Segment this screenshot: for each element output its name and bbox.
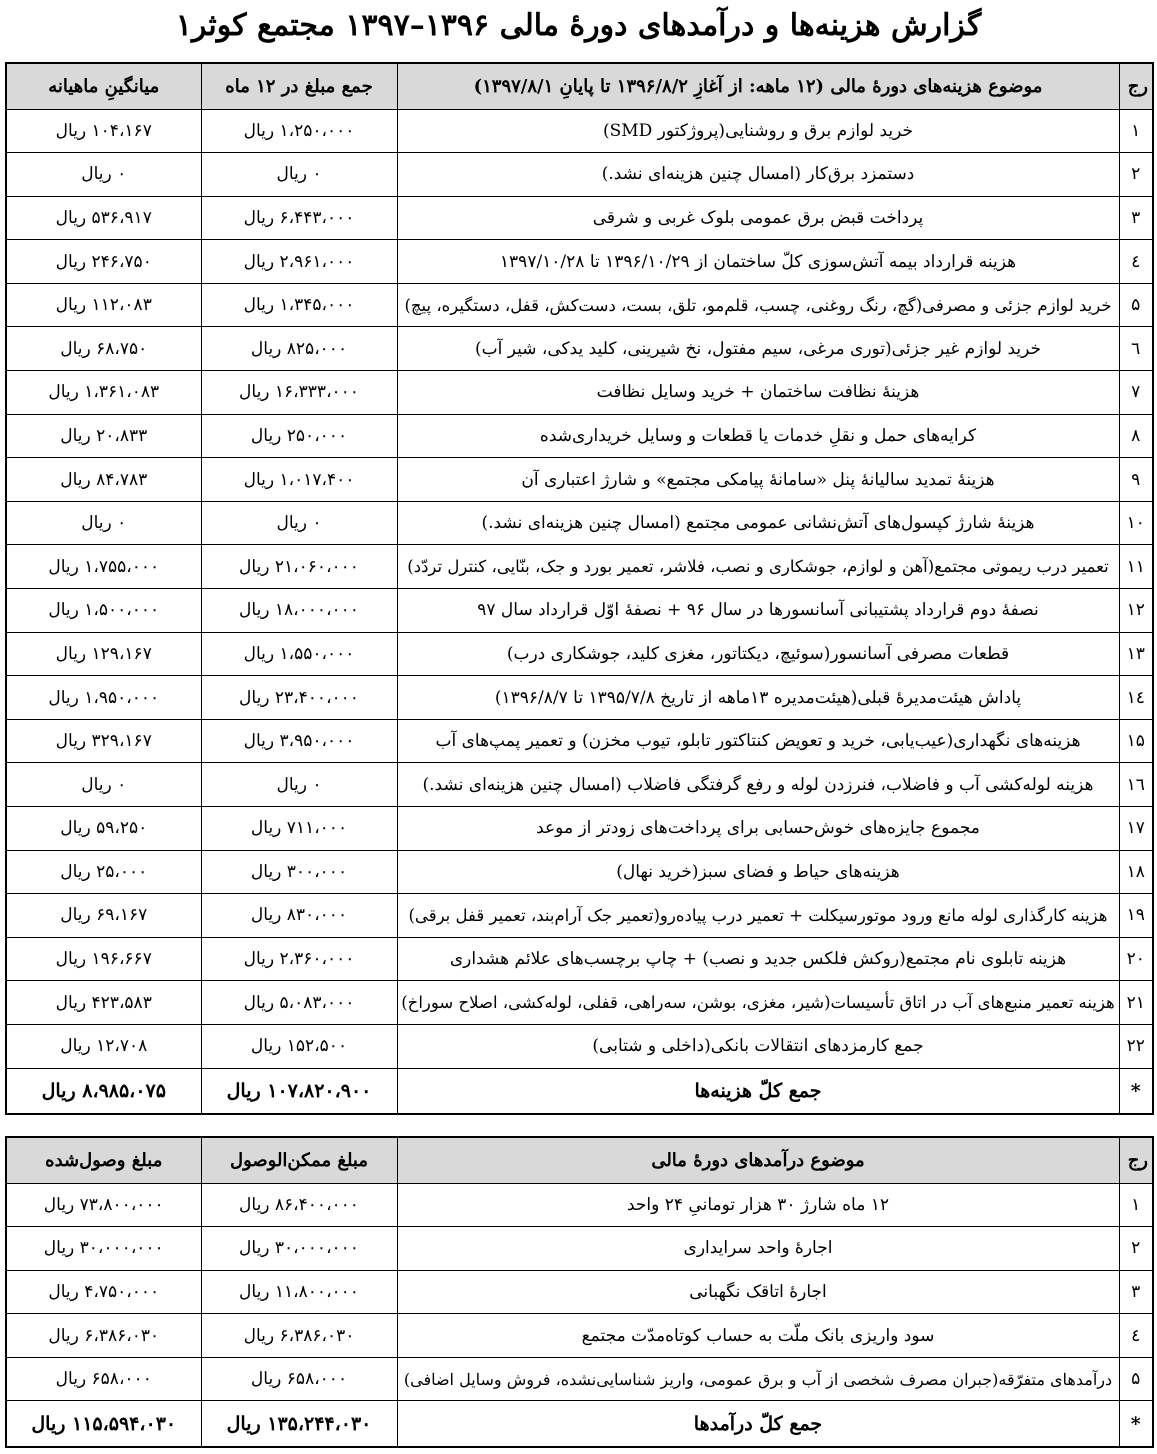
row-number: ۵ xyxy=(1119,283,1153,327)
row-amount-possible: ۱۱،۸۰۰،۰۰۰ ریال xyxy=(201,1270,397,1314)
row-subject: خرید لوازم برق و روشنایی(پروژکتور SMD) xyxy=(397,109,1119,153)
row-subject: نصفهٔ دوم قرارداد پشتیبانی آسانسورها در سال ۹۶ + نصفهٔ اوّل قرارداد سال ۹۷ xyxy=(397,589,1119,633)
expense-row xyxy=(6,719,1153,763)
row-amount-received: ۷۳،۸۰۰،۰۰۰ ریال xyxy=(6,1183,201,1227)
row-subject: تعمیر درب ریموتی مجتمع(آهن و لوازم، جوشکاری و نصب، فلاشر، تعمیر بورد و جک، بنّایی، کنترل تردّد) xyxy=(397,545,1119,589)
row-subject: کرایه‌های حمل و نقلِ خدمات یا قطعات و وسایل خریداری‌شده xyxy=(397,414,1119,458)
page-title: گزارش هزینه‌ها و درآمدهای دورهٔ مالی ۱۳۹۶–۱۳۹۷ مجتمع کوثر۱ xyxy=(175,8,982,43)
expense-row xyxy=(6,414,1153,458)
row-subject: هزینه تابلوی نام مجتمع(روکش فلکس جدید و نصب) + چاپ برچسب‌های علائم هشداری xyxy=(397,937,1119,981)
row-number: ۱۵ xyxy=(1119,719,1153,763)
row-amount-monthly: ۵۹،۲۵۰ ریال xyxy=(6,807,201,851)
row-amount-total: ۱۸،۰۰۰،۰۰۰ ریال xyxy=(201,589,397,633)
header-income-subject: موضوع درآمدهای دورهٔ مالی xyxy=(397,1137,1119,1183)
income-row xyxy=(6,1314,1153,1358)
expense-row xyxy=(6,371,1153,415)
row-number: ۱۱ xyxy=(1119,545,1153,589)
row-number: ۱۷ xyxy=(1119,807,1153,851)
row-subject: خرید لوازم جزئی و مصرفی(گچ، رنگ روغنی، چسب، قلم‌مو، تلق، بست، دست‌کش، قفل، دستگیره، پیچ) xyxy=(397,283,1119,327)
row-amount-total: ۸۳۰،۰۰۰ ریال xyxy=(201,894,397,938)
row-amount-monthly: ۰ ریال xyxy=(6,501,201,545)
income-total-row xyxy=(6,1401,1153,1447)
expenses-table-body xyxy=(6,63,1153,1114)
row-subject: اجارهٔ واحد سرایداری xyxy=(397,1227,1119,1271)
row-amount-total: ۲۳،۴۰۰،۰۰۰ ریال xyxy=(201,676,397,720)
header-monthly-average: میانگینِ ماهیانه xyxy=(6,63,201,109)
total-amount-possible: ۱۳۵،۲۴۴،۰۳۰ ریال xyxy=(201,1401,397,1447)
row-amount-total: ۳۰۰،۰۰۰ ریال xyxy=(201,850,397,894)
row-number: ٤ xyxy=(1119,240,1153,284)
row-amount-total: ۱،۰۱۷،۴۰۰ ریال xyxy=(201,458,397,502)
row-number: ۱٤ xyxy=(1119,676,1153,720)
total-label: جمع کلّ هزینه‌ها xyxy=(397,1068,1119,1114)
expense-row xyxy=(6,327,1153,371)
row-amount-possible: ۶۵۸،۰۰۰ ریال xyxy=(201,1357,397,1401)
expense-row xyxy=(6,763,1153,807)
row-subject: هزینهٔ تمدید سالیانهٔ پنل «سامانهٔ پیامکی مجتمع» و شارژ اعتباری آن xyxy=(397,458,1119,502)
expense-row xyxy=(6,153,1153,197)
expense-row xyxy=(6,850,1153,894)
row-subject: ۱۲ ماه شارژ ۳۰ هزار تومانیِ ۲۴ واحد xyxy=(397,1183,1119,1227)
row-amount-total: ۵،۰۸۳،۰۰۰ ریال xyxy=(201,981,397,1025)
row-subject: هزینه تعمیر منبع‌های آب در اتاق تأسیسات(شیر، مغزی، بوشن، سه‌راهی، قفلی، لوله‌کشی، اصلاح سوراخ) xyxy=(397,981,1119,1025)
row-subject: هزینه قرارداد بیمه آتش‌سوزی کلّ ساختمان از ۱۳۹۶/۱۰/۲۹ تا ۱۳۹۷/۱۰/۲۸ xyxy=(397,240,1119,284)
expense-row xyxy=(6,501,1153,545)
row-number: ۱۲ xyxy=(1119,589,1153,633)
expense-row xyxy=(6,196,1153,240)
row-amount-monthly: ۲۵،۰۰۰ ریال xyxy=(6,850,201,894)
row-amount-total: ۰ ریال xyxy=(201,153,397,197)
header-total-12-months: جمع مبلغ در ۱۲ ماه xyxy=(201,63,397,109)
row-amount-total: ۱۵۲،۵۰۰ ریال xyxy=(201,1024,397,1068)
total-amount-monthly: ۸،۹۸۵،۰۷۵ ریال xyxy=(6,1068,201,1114)
row-amount-total: ۱،۵۵۰،۰۰۰ ریال xyxy=(201,632,397,676)
total-amount-received: ۱۱۵،۵۹۴،۰۳۰ ریال xyxy=(6,1401,201,1447)
row-amount-received: ۳۰،۰۰۰،۰۰۰ ریال xyxy=(6,1227,201,1271)
row-amount-possible: ۶،۳۸۶،۰۳۰ ریال xyxy=(201,1314,397,1358)
row-amount-received: ۶۵۸،۰۰۰ ریال xyxy=(6,1357,201,1401)
row-amount-total: ۰ ریال xyxy=(201,763,397,807)
header-expense-subject: موضوع هزینه‌های دورهٔ مالی (۱۲ ماهه: از آغازِ ۱۳۹۶/۸/۲ تا پایانِ ۱۳۹۷/۸/۱) xyxy=(397,63,1119,109)
row-subject: پاداش هیئت‌مدیرهٔ قبلی(هیئت‌مدیره ۱۳ماهه از تاریخ ۱۳۹۵/۷/۸ تا ۱۳۹۶/۸/۷) xyxy=(397,676,1119,720)
row-number: ۱ xyxy=(1119,1183,1153,1227)
header-row-number: رج xyxy=(1119,1137,1153,1183)
expense-row xyxy=(6,807,1153,851)
row-amount-monthly: ۵۳۶،۹۱۷ ریال xyxy=(6,196,201,240)
row-subject: هزینه‌های نگهداری(عیب‌یابی، خرید و تعویض کنتاکتور تابلو، تیوب مخزن) و تعمیر پمپ‌های آب xyxy=(397,719,1119,763)
row-amount-monthly: ۶۹،۱۶۷ ریال xyxy=(6,894,201,938)
row-amount-total: ۸۲۵،۰۰۰ ریال xyxy=(201,327,397,371)
row-subject: دستمزد برق‌کار (امسال چنین هزینه‌ای نشد.) xyxy=(397,153,1119,197)
row-amount-monthly: ۰ ریال xyxy=(6,153,201,197)
row-subject: سود واریزی بانک ملّت به حساب کوتاه‌مدّت مجتمع xyxy=(397,1314,1119,1358)
row-number: ۱ xyxy=(1119,109,1153,153)
income-row xyxy=(6,1183,1153,1227)
row-amount-possible: ۸۶،۴۰۰،۰۰۰ ریال xyxy=(201,1183,397,1227)
row-amount-possible: ۳۰،۰۰۰،۰۰۰ ریال xyxy=(201,1227,397,1271)
expense-row xyxy=(6,1024,1153,1068)
expense-row xyxy=(6,545,1153,589)
row-number: ۵ xyxy=(1119,1357,1153,1401)
row-subject: مجموع جایزه‌های خوش‌حسابی برای پرداخت‌های زودتر از موعد xyxy=(397,807,1119,851)
expense-row xyxy=(6,589,1153,633)
row-amount-total: ۰ ریال xyxy=(201,501,397,545)
income-row xyxy=(6,1357,1153,1401)
row-amount-monthly: ۱،۵۰۰،۰۰۰ ریال xyxy=(6,589,201,633)
row-amount-monthly: ۸۴،۷۸۳ ریال xyxy=(6,458,201,502)
row-subject: جمع کارمزدهای انتقالات بانکی(داخلی و شتابی) xyxy=(397,1024,1119,1068)
expense-row xyxy=(6,458,1153,502)
expenses-table xyxy=(5,62,1154,1115)
row-amount-received: ۴،۷۵۰،۰۰۰ ریال xyxy=(6,1270,201,1314)
expense-row xyxy=(6,283,1153,327)
expense-row xyxy=(6,632,1153,676)
total-amount-total: ۱۰۷،۸۲۰،۹۰۰ ریال xyxy=(201,1068,397,1114)
row-amount-total: ۳،۹۵۰،۰۰۰ ریال xyxy=(201,719,397,763)
row-number: ۲ xyxy=(1119,1227,1153,1271)
row-subject: هزینهٔ شارژ کپسول‌های آتش‌نشانی عمومی مجتمع (امسال چنین هزینه‌ای نشد.) xyxy=(397,501,1119,545)
row-amount-monthly: ۱۲،۷۰۸ ریال xyxy=(6,1024,201,1068)
expenses-header-row xyxy=(6,63,1153,109)
row-subject: پرداخت قبض برق عمومی بلوک غربی و شرقی xyxy=(397,196,1119,240)
row-number: ۱۹ xyxy=(1119,894,1153,938)
row-amount-total: ۲،۹۶۱،۰۰۰ ریال xyxy=(201,240,397,284)
expense-row xyxy=(6,109,1153,153)
row-number: ۷ xyxy=(1119,371,1153,415)
row-amount-monthly: ۱۲۹،۱۶۷ ریال xyxy=(6,632,201,676)
row-subject: اجارهٔ اتاقک نگهبانی xyxy=(397,1270,1119,1314)
row-amount-monthly: ۱۰۴،۱۶۷ ریال xyxy=(6,109,201,153)
row-number: ۹ xyxy=(1119,458,1153,502)
income-table-body xyxy=(6,1137,1153,1447)
header-row-number: رج xyxy=(1119,63,1153,109)
header-received-amount: مبلغ وصول‌شده xyxy=(6,1137,201,1183)
row-amount-monthly: ۲۰،۸۳۳ ریال xyxy=(6,414,201,458)
row-amount-total: ۱،۳۴۵،۰۰۰ ریال xyxy=(201,283,397,327)
row-amount-total: ۲،۳۶۰،۰۰۰ ریال xyxy=(201,937,397,981)
row-amount-monthly: ۱،۹۵۰،۰۰۰ ریال xyxy=(6,676,201,720)
income-table xyxy=(5,1136,1154,1448)
row-subject: خرید لوازم غیر جزئی(توری مرغی، سیم مفتول، نخ شیرینی، کلید یدکی، شیر آب) xyxy=(397,327,1119,371)
row-amount-received: ۶،۳۸۶،۰۳۰ ریال xyxy=(6,1314,201,1358)
row-subject: درآمدهای متفرّقه(جبران مصرف شخصی از آب و برق عمومی، واریز شناسایی‌نشده، فروش وسایل اضافی) xyxy=(397,1357,1119,1401)
row-subject: هزینه لوله‌کشی آب و فاضلاب، فنرزدن لوله و رفع گرفتگی فاضلاب (امسال چنین هزینه‌ای نشد.) xyxy=(397,763,1119,807)
row-amount-monthly: ۳۲۹،۱۶۷ ریال xyxy=(6,719,201,763)
row-number: ۳ xyxy=(1119,1270,1153,1314)
header-possible-amount: مبلغ ممکن‌الوصول xyxy=(201,1137,397,1183)
expenses-total-row xyxy=(6,1068,1153,1114)
row-subject: هزینه‌های حیاط و فضای سبز(خرید نهال) xyxy=(397,850,1119,894)
row-amount-total: ۶،۴۴۳،۰۰۰ ریال xyxy=(201,196,397,240)
row-number: ۲۰ xyxy=(1119,937,1153,981)
row-amount-monthly: ۱،۳۶۱،۰۸۳ ریال xyxy=(6,371,201,415)
row-number: ۱۸ xyxy=(1119,850,1153,894)
row-amount-monthly: ۰ ریال xyxy=(6,763,201,807)
expense-row xyxy=(6,240,1153,284)
total-label: جمع کلّ درآمدها xyxy=(397,1401,1119,1447)
row-number: ۳ xyxy=(1119,196,1153,240)
row-amount-monthly: ۱۱۲،۰۸۳ ریال xyxy=(6,283,201,327)
expense-row xyxy=(6,676,1153,720)
row-amount-monthly: ۲۴۶،۷۵۰ ریال xyxy=(6,240,201,284)
expense-row xyxy=(6,937,1153,981)
row-amount-total: ۱،۲۵۰،۰۰۰ ریال xyxy=(201,109,397,153)
row-number: ۸ xyxy=(1119,414,1153,458)
income-row xyxy=(6,1227,1153,1271)
row-number: ٤ xyxy=(1119,1314,1153,1358)
row-amount-monthly: ۶۸،۷۵۰ ریال xyxy=(6,327,201,371)
row-subject: هزینه کارگذاری لوله مانع ورود موتورسیکلت + تعمیر درب پیاده‌رو(تعمیر جک آرام‌بند، تعمیر قفل برقی) xyxy=(397,894,1119,938)
row-number: ۲۱ xyxy=(1119,981,1153,1025)
row-number: ۲۲ xyxy=(1119,1024,1153,1068)
row-subject: هزینهٔ نظافت ساختمان + خرید وسایل نظافت xyxy=(397,371,1119,415)
income-row xyxy=(6,1270,1153,1314)
total-marker: * xyxy=(1119,1068,1153,1114)
row-amount-monthly: ۱۹۶،۶۶۷ ریال xyxy=(6,937,201,981)
row-number: ۱۰ xyxy=(1119,501,1153,545)
row-subject: قطعات مصرفی آسانسور(سوئیچ، دیکتاتور، مغزی کلید، جوشکاری درب) xyxy=(397,632,1119,676)
expense-row xyxy=(6,894,1153,938)
row-amount-total: ۲۵۰،۰۰۰ ریال xyxy=(201,414,397,458)
expense-row xyxy=(6,981,1153,1025)
row-number: ۲ xyxy=(1119,153,1153,197)
row-amount-total: ۲۱،۰۶۰،۰۰۰ ریال xyxy=(201,545,397,589)
total-marker: * xyxy=(1119,1401,1153,1447)
row-amount-total: ۷۱۱،۰۰۰ ریال xyxy=(201,807,397,851)
row-number: ۱٦ xyxy=(1119,763,1153,807)
row-number: ۱۳ xyxy=(1119,632,1153,676)
row-amount-monthly: ۱،۷۵۵،۰۰۰ ریال xyxy=(6,545,201,589)
row-amount-monthly: ۴۲۳،۵۸۳ ریال xyxy=(6,981,201,1025)
income-header-row xyxy=(6,1137,1153,1183)
row-amount-total: ۱۶،۳۳۳،۰۰۰ ریال xyxy=(201,371,397,415)
row-number: ٦ xyxy=(1119,327,1153,371)
